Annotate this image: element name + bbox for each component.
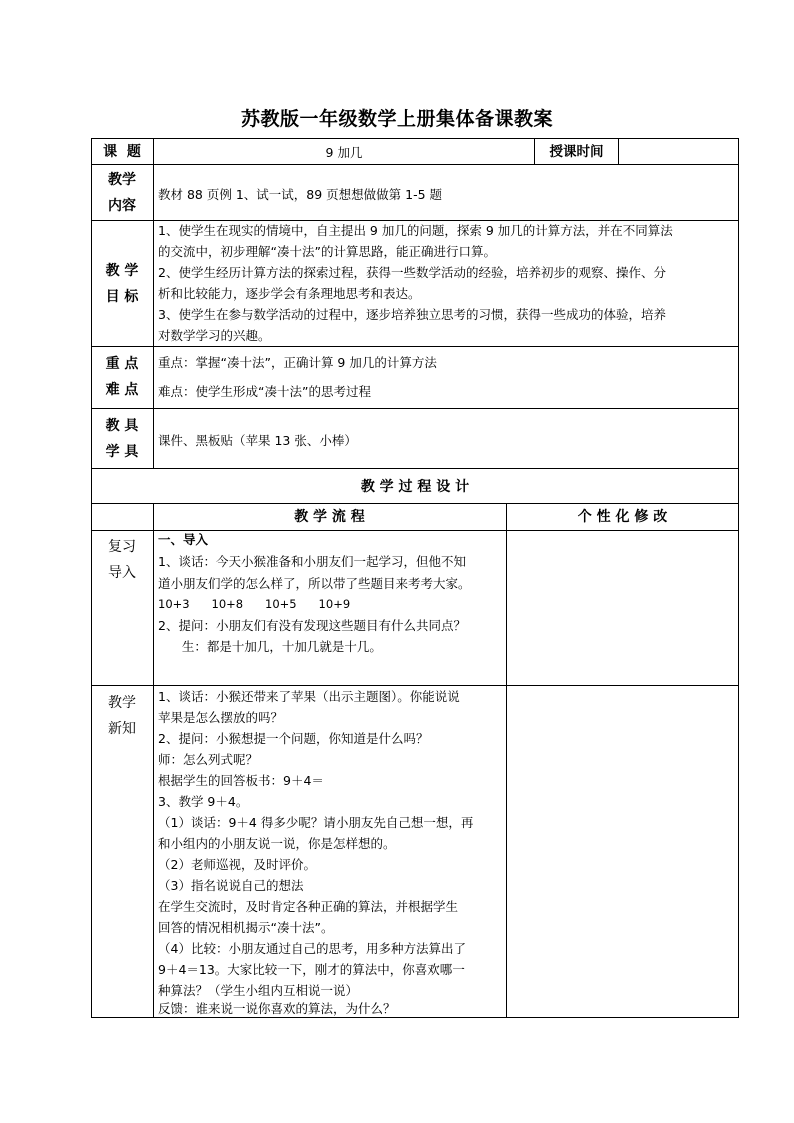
personal-column-heading: 个 性 化 修 改	[577, 509, 668, 525]
review-line: 生：都是十加几，十加几就是十几。	[158, 639, 382, 654]
topic-label: 课 题	[103, 144, 141, 160]
tools-text: 课件、黑板贴（苹果 13 张、小棒）	[158, 433, 357, 448]
newknow-line: 反馈：谁来说一说你喜欢的算法，为什么？	[158, 1001, 396, 1016]
content-label-line-1: 教学	[108, 172, 136, 188]
content-label-line-2: 内容	[108, 198, 136, 214]
tools-label-line-1: 教 具	[105, 418, 139, 434]
row-divider	[91, 408, 739, 409]
newknow-line: 回答的情况相机揭示“凑十法”。	[158, 920, 334, 935]
newknow-line: 苹果是怎么摆放的吗？	[158, 710, 284, 725]
newknow-line: 根据学生的回答板书：9＋4＝	[158, 773, 324, 788]
goals-line: 的交流中，初步理解“凑十法”的计算思路，能正确进行口算。	[158, 244, 496, 259]
topic-value: 9 加几	[325, 145, 363, 160]
review-line: 1、谈话：今天小猴准备和小朋友们一起学习，但他不知	[158, 554, 466, 569]
goals-line: 对数学学习的兴趣。	[158, 328, 271, 343]
newknow-line: 2、提问：小猴想提一个问题，你知道是什么吗？	[158, 731, 429, 746]
keypoints-label-line-2: 难 点	[105, 382, 139, 398]
newknow-line: （1）谈话：9＋4 得多少呢？请小朋友先自己想一想，再	[158, 815, 474, 830]
newknow-line: 师：怎么列式呢？	[158, 752, 259, 767]
newknow-line: 种算法？（学生小组内互相说一说）	[158, 983, 359, 998]
newknow-line: 1、谈话：小猴还带来了苹果（出示主题图）。你能说说	[158, 689, 460, 704]
review-line: 道小朋友们学的怎么样了，所以带了些题目来考考大家。	[158, 576, 471, 591]
review-line: 2、提问：小朋友们有没有发现这些题目有什么共同点？	[158, 618, 466, 633]
column-divider	[506, 503, 507, 1018]
newknow-line: 3、教学 9＋4。	[158, 794, 249, 809]
review-line: 10+3 10+8 10+5 10+9	[158, 597, 351, 611]
newknow-line: 9＋4＝13。大家比较一下，刚才的算法中，你喜欢哪一	[158, 962, 465, 977]
flow-column-heading: 教 学 流 程	[294, 509, 365, 525]
goals-label-line-1: 教 学	[105, 263, 139, 279]
newknow-line: 和小组内的小朋友说一说，你是怎样想的。	[158, 836, 396, 851]
goals-line: 3、使学生在参与数学活动的过程中，逐步培养独立思考的习惯，获得一些成功的体验，培养	[158, 307, 666, 322]
newknow-line: （2）老师巡视，及时评价。	[158, 857, 316, 872]
column-divider	[153, 503, 154, 1018]
newknow-label-line-1: 教学	[108, 695, 136, 711]
review-label-line-2: 导入	[108, 565, 136, 581]
time-label: 授课时间	[549, 144, 604, 160]
newknow-label-line-2: 新知	[108, 721, 136, 737]
newknow-line: 在学生交流时，及时肯定各种正确的算法，并根据学生	[158, 899, 459, 914]
column-divider	[618, 138, 619, 164]
row-divider	[91, 468, 739, 469]
goals-line: 1、使学生在现实的情境中，自主提出 9 加几的问题，探索 9 加几的计算方法，并在不同算法	[158, 223, 673, 238]
goals-line: 析和比较能力，逐步学会有条理地思考和表达。	[158, 286, 421, 301]
difficult-point: 难点：使学生形成“凑十法”的思考过程	[158, 384, 371, 399]
row-divider	[91, 346, 739, 347]
review-label-line-1: 复习	[108, 539, 136, 555]
newknow-line: （4）比较：小朋友通过自己的思考，用多种方法算出了	[158, 941, 466, 956]
key-point: 重点：掌握“凑十法”，正确计算 9 加几的计算方法	[158, 355, 437, 370]
page-title: 苏教版一年级数学上册集体备课教案	[240, 108, 553, 130]
goals-line: 2、使学生经历计算方法的探索过程，获得一些数学活动的经验，培养初步的观察、操作、分	[158, 265, 666, 280]
goals-label-line-2: 目 标	[105, 289, 139, 305]
keypoints-label-line-1: 重 点	[105, 356, 139, 372]
review-heading: 一、导入	[158, 532, 209, 547]
tools-label-line-2: 学 具	[105, 444, 139, 460]
content-text: 教材 88 页例 1、试一试，89 页想想做做第 1-5 题	[158, 187, 443, 202]
newknow-line: （3）指名说说自己的想法	[158, 878, 304, 893]
process-design-heading: 教 学 过 程 设 计	[360, 479, 470, 495]
column-divider	[153, 138, 154, 468]
row-divider	[91, 164, 739, 165]
